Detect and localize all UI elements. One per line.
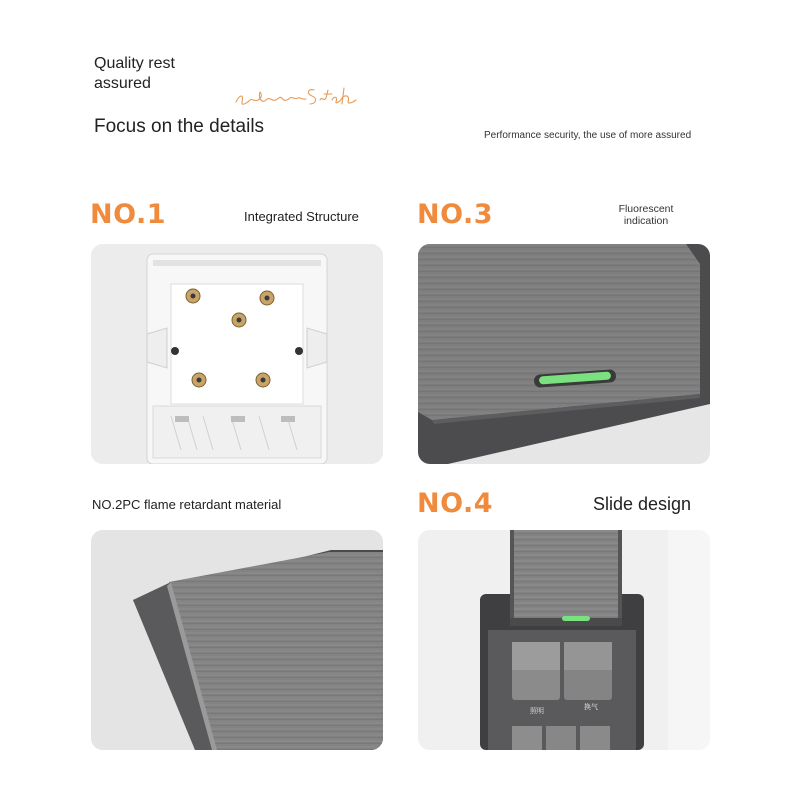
intro-line-1: Quality rest — [94, 55, 175, 72]
performance-note: Performance security, the use of more assured — [484, 130, 692, 141]
feature-3-image — [418, 244, 710, 464]
feature-4-number: NO.4 — [417, 488, 493, 519]
feature-1-caption: Integrated Structure — [244, 209, 359, 224]
feature-4-image — [418, 530, 710, 750]
feature-3-caption-line2: indication — [623, 215, 669, 227]
signature-logo — [232, 80, 362, 114]
feature-1-number: NO.1 — [90, 199, 166, 230]
feature-2-caption: NO.2PC flame retardant material — [92, 497, 282, 512]
feature-4-caption: Slide design — [593, 494, 692, 514]
switch-label-ventilation: 换气 — [584, 703, 598, 711]
feature-3-caption-line1: Fluorescent — [618, 203, 674, 215]
feature-1-image — [91, 244, 383, 464]
feature-2-image — [91, 530, 383, 750]
focus-title: Focus on the details — [94, 116, 265, 137]
switch-label-lighting: 照明 — [530, 707, 544, 715]
feature-3-number: NO.3 — [417, 199, 493, 230]
intro-line-2: assured — [94, 75, 151, 92]
feature-3-caption — [606, 203, 686, 227]
